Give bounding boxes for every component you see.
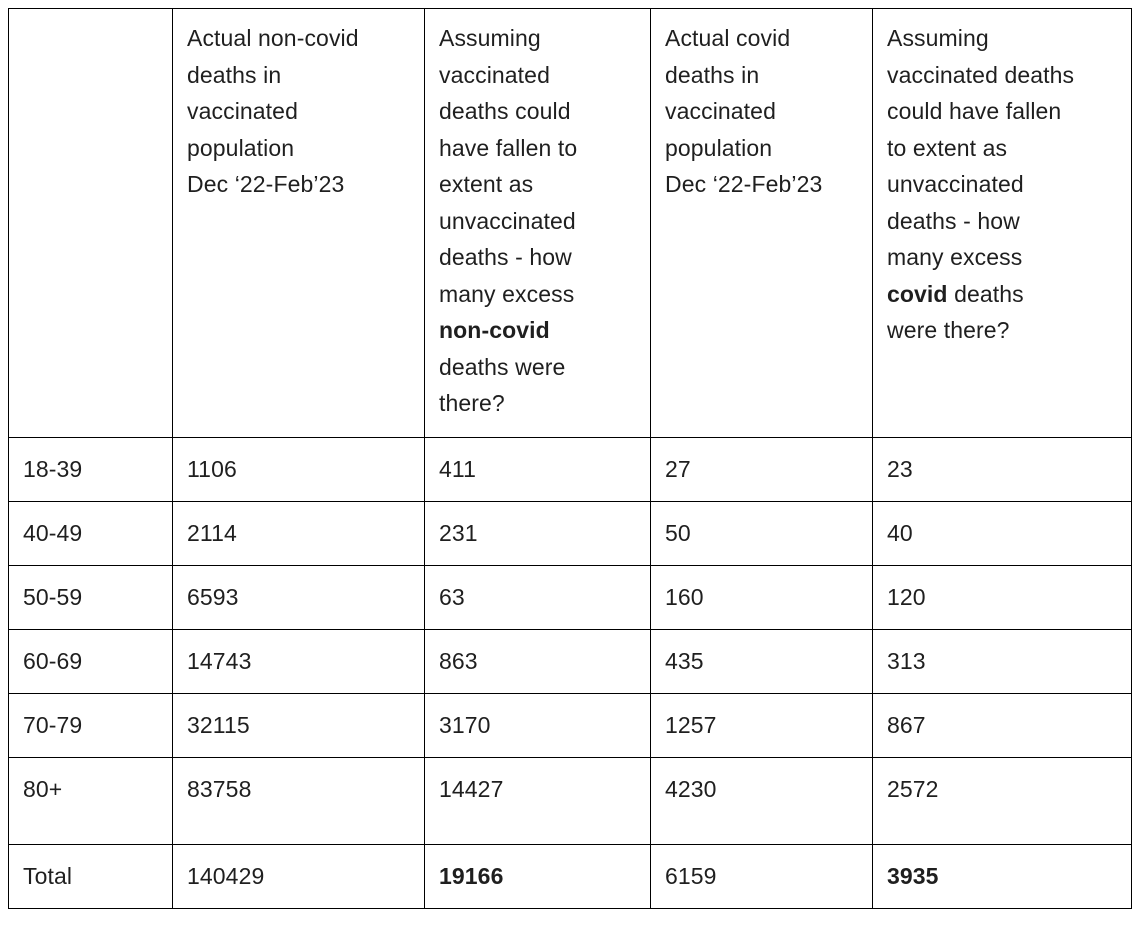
total-label-cell: Total (9, 845, 173, 909)
header-line: have fallen to (439, 134, 578, 161)
header-line: unvaccinated (887, 171, 1024, 197)
header-cell-excess-covid (873, 9, 1132, 438)
table-row (9, 566, 1132, 630)
table-row (9, 630, 1132, 694)
value-cell: 313 (873, 630, 1132, 694)
total-value-cell: 3935 (873, 845, 1132, 909)
total-row (9, 845, 1132, 909)
header-line: vaccinated deaths (887, 61, 1075, 88)
value-cell: 1106 (173, 438, 425, 502)
table-row (9, 758, 1132, 845)
value-cell: 435 (651, 630, 873, 694)
value-cell: 23 (873, 438, 1132, 502)
age-cell: 60-69 (9, 630, 173, 694)
header-line: extent as (439, 171, 534, 197)
header-cell-actual-covid (651, 9, 873, 438)
header-cell-excess-noncovid (425, 9, 651, 438)
value-cell: 2114 (173, 502, 425, 566)
value-cell: 1257 (651, 694, 873, 758)
value-cell: 27 (651, 438, 873, 502)
value-cell: 160 (651, 566, 873, 630)
deaths-table-container (8, 8, 1132, 909)
header-line: deaths - how (439, 244, 572, 270)
value-cell: 83758 (173, 758, 425, 845)
header-line: deaths could (439, 98, 571, 124)
table-row (9, 694, 1132, 758)
age-cell: 50-59 (9, 566, 173, 630)
deaths-table (8, 8, 1132, 909)
value-cell: 32115 (173, 694, 425, 758)
header-line: Dec ‘22-Feb’23 (187, 171, 345, 197)
header-line: many excess (439, 280, 575, 307)
header-bold-word: covid (887, 280, 948, 307)
header-line: population (665, 134, 773, 161)
header-line: many excess (887, 244, 1023, 270)
value-cell: 2572 (873, 758, 1132, 845)
header-bold-line: non-covid (439, 317, 550, 343)
header-row (9, 9, 1132, 438)
value-cell: 867 (873, 694, 1132, 758)
header-line: could have fallen (887, 98, 1062, 124)
total-value-cell: 6159 (651, 845, 873, 909)
header-line: unvaccinated (439, 207, 576, 234)
value-cell: 863 (425, 630, 651, 694)
header-line: deaths - how (887, 207, 1020, 234)
age-cell: 70-79 (9, 694, 173, 758)
age-cell: 18-39 (9, 438, 173, 502)
header-line: Assuming (887, 25, 989, 51)
header-line: Actual non-covid (187, 25, 359, 51)
header-line: Dec ‘22-Feb’23 (665, 171, 823, 197)
header-line: deaths were (439, 353, 566, 380)
total-value-cell: 140429 (173, 845, 425, 909)
value-cell: 14743 (173, 630, 425, 694)
header-line: Actual covid (665, 25, 791, 51)
header-after-bold: deaths (947, 280, 1024, 307)
value-cell: 40 (873, 502, 1132, 566)
total-value-cell: 19166 (425, 845, 651, 909)
value-cell: 3170 (425, 694, 651, 758)
header-line-mixed (887, 276, 1117, 313)
header-line: Assuming (439, 25, 541, 51)
header-line: deaths in (187, 61, 282, 88)
header-line: deaths in (665, 61, 760, 88)
value-cell: 231 (425, 502, 651, 566)
table-row (9, 438, 1132, 502)
age-cell: 80+ (9, 758, 173, 845)
value-cell: 63 (425, 566, 651, 630)
header-line: were there? (887, 317, 1010, 343)
value-cell: 14427 (425, 758, 651, 845)
value-cell: 6593 (173, 566, 425, 630)
value-cell: 411 (425, 438, 651, 502)
value-cell: 4230 (651, 758, 873, 845)
header-line: there? (439, 390, 505, 416)
header-line: population (187, 134, 295, 161)
header-line: to extent as (887, 134, 1008, 161)
value-cell: 50 (651, 502, 873, 566)
age-cell: 40-49 (9, 502, 173, 566)
header-line: vaccinated (665, 98, 776, 124)
value-cell: 120 (873, 566, 1132, 630)
table-row (9, 502, 1132, 566)
header-line: vaccinated (187, 98, 298, 124)
header-line: vaccinated (439, 61, 550, 88)
header-cell-actual-noncovid (173, 9, 425, 438)
header-cell-age (9, 9, 173, 438)
